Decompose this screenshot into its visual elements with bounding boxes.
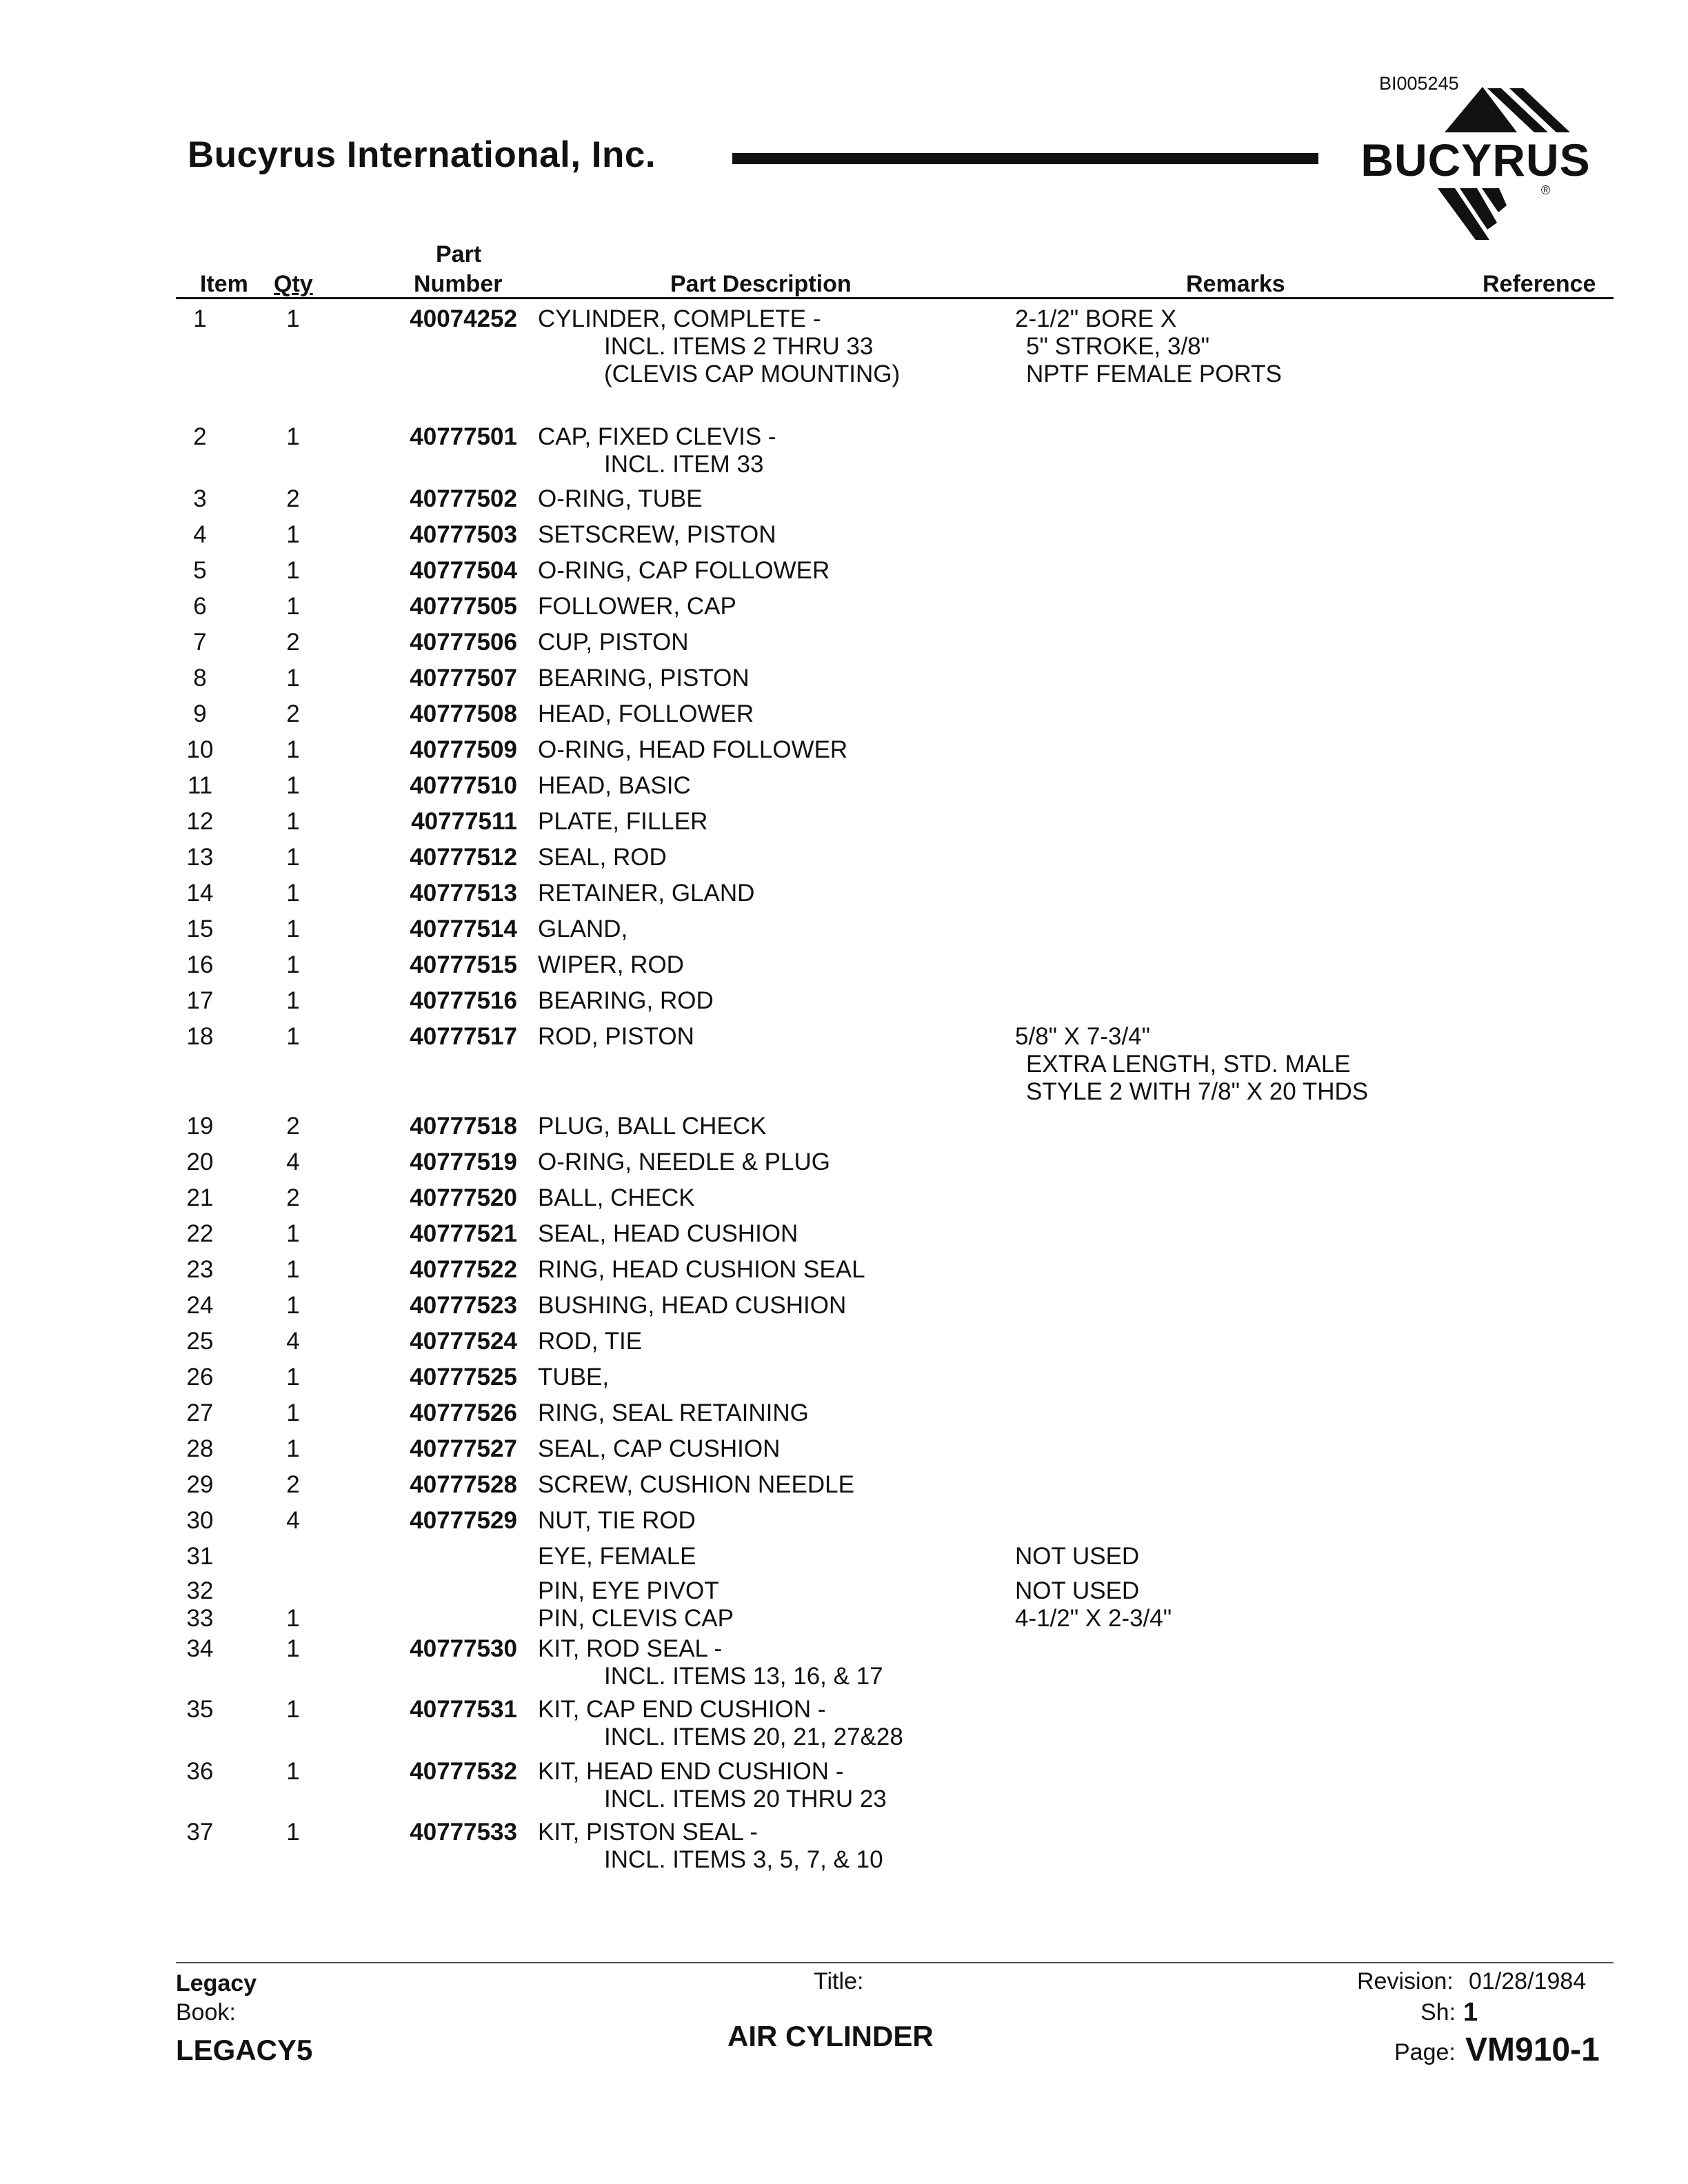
qty-cell: 1 [286,593,300,620]
description-cell: RETAINER, GLAND [538,880,755,907]
item-cell: 36 [186,1758,214,1785]
item-cell: 30 [186,1507,214,1534]
item-cell: 5 [193,557,207,584]
part-number-cell: 40777532 [410,1758,517,1785]
item-cell: 10 [186,736,214,763]
qty-cell: 1 [286,1256,300,1283]
qty-cell: 1 [286,987,300,1014]
part-number-cell: 40777509 [410,736,517,763]
item-cell: 9 [193,700,207,727]
description-cell: SEAL, HEAD CUSHION [538,1220,798,1247]
item-cell: 25 [186,1328,214,1355]
description-cell: SEAL, ROD [538,844,667,871]
qty-cell: 2 [286,700,300,727]
item-cell: 8 [193,665,207,691]
part-number-cell: 40777527 [410,1435,517,1462]
qty-cell: 1 [286,736,300,763]
description-cell: WIPER, ROD [538,951,684,978]
item-cell: 21 [186,1184,214,1211]
item-cell: 27 [186,1399,214,1426]
description-cell: INCL. ITEMS 20, 21, 27&28 [604,1723,903,1750]
footer-rule [176,1962,1614,1963]
description-cell: PLUG, BALL CHECK [538,1113,767,1140]
description-cell: BEARING, ROD [538,987,714,1014]
column-item: Item [200,271,248,297]
document-id: BI005245 [1379,73,1459,94]
part-number-cell: 40777505 [410,593,517,620]
description-cell: TUBE, [538,1364,610,1391]
part-number-cell: 40777512 [410,844,517,871]
part-number-cell: 40777526 [410,1399,517,1426]
qty-cell: 1 [286,772,300,799]
item-cell: 13 [186,844,214,871]
item-cell: 32 [186,1577,214,1604]
column-part-top: Part [436,241,482,267]
description-cell: SETSCREW, PISTON [538,521,776,548]
part-number-cell: 40777521 [410,1220,517,1247]
qty-cell: 1 [286,521,300,548]
part-number-cell: 40777511 [411,808,517,835]
qty-cell: 1 [286,951,300,978]
description-cell: CYLINDER, COMPLETE - [538,305,821,332]
description-cell: CUP, PISTON [538,629,689,656]
description-cell: PLATE, FILLER [538,808,708,835]
part-number-cell: 40777530 [410,1635,517,1662]
qty-cell: 1 [286,305,300,332]
item-cell: 3 [193,485,207,512]
description-cell: KIT, HEAD END CUSHION - [538,1758,844,1785]
qty-cell: 1 [286,1435,300,1462]
footer-book-value: LEGACY5 [176,2034,313,2066]
column-remarks: Remarks [1186,271,1285,297]
part-number-cell: 40777523 [410,1292,517,1319]
qty-cell: 1 [286,557,300,584]
column-part-number: Number [414,271,503,297]
qty-cell: 1 [286,880,300,907]
item-cell: 11 [187,772,213,799]
item-cell: 15 [186,916,214,942]
part-number-cell: 40777501 [410,423,517,450]
footer-sheet-label: Sh: [1420,1999,1456,2025]
part-number-cell: 40777531 [410,1696,517,1723]
part-number-cell: 40777514 [410,916,517,942]
qty-cell: 1 [286,1399,300,1426]
footer-page-label: Page: [1394,2039,1456,2065]
item-cell: 37 [186,1819,214,1846]
remarks-cell: 5" STROKE, 3/8" [1026,333,1210,360]
part-number-cell: 40777520 [410,1184,517,1211]
description-cell: O-RING, NEEDLE & PLUG [538,1149,830,1175]
description-cell: O-RING, CAP FOLLOWER [538,557,830,584]
qty-cell: 1 [286,844,300,871]
qty-cell: 1 [286,808,300,835]
part-number-cell: 40777517 [410,1023,517,1050]
description-cell: INCL. ITEM 33 [604,451,764,478]
part-number-cell: 40777529 [410,1507,517,1534]
footer-book-label: Book: [176,1999,236,2025]
description-cell: KIT, ROD SEAL - [538,1635,723,1662]
part-number-cell: 40777533 [410,1819,517,1846]
qty-cell: 1 [286,1364,300,1391]
part-number-cell: 40777515 [410,951,517,978]
description-cell: FOLLOWER, CAP [538,593,736,620]
description-cell: INCL. ITEMS 2 THRU 33 [604,333,874,360]
header-rule [732,153,1318,164]
part-number-cell: 40777513 [410,880,517,907]
qty-cell: 4 [286,1507,300,1534]
item-cell: 24 [186,1292,214,1319]
item-cell: 1 [193,305,207,332]
qty-cell: 2 [286,485,300,512]
item-cell: 31 [186,1543,214,1570]
item-cell: 17 [186,987,214,1014]
footer-title-label: Title: [814,1968,864,1994]
part-number-cell: 40777524 [410,1328,517,1355]
description-cell: ROD, PISTON [538,1023,694,1050]
description-cell: CAP, FIXED CLEVIS - [538,423,776,450]
part-number-cell: 40777518 [410,1113,517,1140]
remarks-cell: NPTF FEMALE PORTS [1026,361,1282,387]
description-cell: INCL. ITEMS 3, 5, 7, & 10 [604,1846,883,1873]
qty-cell: 1 [286,1696,300,1723]
description-cell: GLAND, [538,916,628,942]
item-cell: 26 [186,1364,214,1391]
qty-cell: 1 [286,1635,300,1662]
description-cell: ROD, TIE [538,1328,643,1355]
qty-cell: 2 [286,1471,300,1498]
description-cell: KIT, PISTON SEAL - [538,1819,758,1846]
item-cell: 18 [186,1023,214,1050]
description-cell: SEAL, CAP CUSHION [538,1435,781,1462]
description-cell: O-RING, TUBE [538,485,703,512]
part-number-cell: 40777503 [410,521,517,548]
item-cell: 6 [193,593,207,620]
footer-page-value: VM910-1 [1465,2032,1600,2068]
description-cell: O-RING, HEAD FOLLOWER [538,736,848,763]
column-description: Part Description [670,271,852,297]
part-number-cell: 40777522 [410,1256,517,1283]
description-cell: INCL. ITEMS 13, 16, & 17 [604,1663,883,1690]
description-cell: PIN, CLEVIS CAP [538,1605,734,1632]
logo-wordmark: BUCYRUS [1360,134,1591,185]
description-cell: SCREW, CUSHION NEEDLE [538,1471,854,1498]
description-cell: NUT, TIE ROD [538,1507,696,1534]
description-cell: (CLEVIS CAP MOUNTING) [604,361,901,387]
description-cell: INCL. ITEMS 20 THRU 23 [604,1786,887,1812]
description-cell: BEARING, PISTON [538,665,750,691]
item-cell: 29 [186,1471,214,1498]
part-number-cell: 40777519 [410,1149,517,1175]
qty-cell: 2 [286,629,300,656]
footer-sheet-value: 1 [1463,1998,1478,2027]
qty-cell: 1 [286,1605,300,1632]
item-cell: 19 [186,1113,214,1140]
part-number-cell: 40074252 [410,305,517,332]
item-cell: 14 [186,880,214,907]
footer-revision-value: 01/28/1984 [1469,1968,1587,1994]
item-cell: 28 [186,1435,214,1462]
description-cell: PIN, EYE PIVOT [538,1577,719,1604]
remarks-cell: NOT USED [1015,1577,1140,1604]
qty-cell: 1 [286,1819,300,1846]
qty-cell: 1 [286,1220,300,1247]
qty-cell: 2 [286,1184,300,1211]
part-number-cell: 40777502 [410,485,517,512]
item-cell: 4 [193,521,207,548]
part-number-cell: 40777506 [410,629,517,656]
footer-title-value: AIR CYLINDER [727,2020,934,2052]
qty-cell: 2 [286,1113,300,1140]
description-cell: HEAD, FOLLOWER [538,700,754,727]
qty-cell: 1 [286,423,300,450]
footer-revision-label: Revision: [1357,1968,1454,1994]
part-number-cell: 40777508 [410,700,517,727]
registered-mark: ® [1541,183,1551,197]
bucyrus-logo [1341,81,1610,247]
part-number-cell: 40777528 [410,1471,517,1498]
description-cell: BALL, CHECK [538,1184,695,1211]
item-cell: 35 [186,1696,214,1723]
description-cell: EYE, FEMALE [538,1543,696,1570]
footer-legacy-label: Legacy [176,1970,257,1996]
qty-cell: 1 [286,1023,300,1050]
item-cell: 23 [186,1256,214,1283]
item-cell: 16 [186,951,214,978]
company-name: Bucyrus International, Inc. [188,134,656,175]
item-cell: 12 [186,808,214,835]
table-header-rule [176,297,1614,299]
description-cell: RING, HEAD CUSHION SEAL [538,1256,865,1283]
column-reference: Reference [1483,271,1596,297]
qty-cell: 1 [286,1292,300,1319]
part-number-cell: 40777507 [410,665,517,691]
qty-cell: 1 [286,665,300,691]
remarks-cell: EXTRA LENGTH, STD. MALE [1026,1051,1351,1078]
description-cell: RING, SEAL RETAINING [538,1399,809,1426]
column-qty: Qty [274,271,313,297]
item-cell: 20 [186,1149,214,1175]
part-number-cell: 40777510 [410,772,517,799]
remarks-cell: STYLE 2 WITH 7/8" X 20 THDS [1026,1078,1369,1105]
remarks-cell: 2-1/2" BORE X [1015,305,1177,332]
item-cell: 2 [193,423,207,450]
description-cell: HEAD, BASIC [538,772,691,799]
remarks-cell: 4-1/2" X 2-3/4" [1015,1605,1172,1632]
qty-cell: 1 [286,1758,300,1785]
description-cell: KIT, CAP END CUSHION - [538,1696,826,1723]
qty-cell: 1 [286,916,300,942]
remarks-cell: NOT USED [1015,1543,1140,1570]
item-cell: 7 [193,629,207,656]
part-number-cell: 40777516 [410,987,517,1014]
part-number-cell: 40777525 [410,1364,517,1391]
description-cell: BUSHING, HEAD CUSHION [538,1292,847,1319]
remarks-cell: 5/8" X 7-3/4" [1015,1023,1151,1050]
item-cell: 22 [186,1220,214,1247]
item-cell: 34 [186,1635,214,1662]
item-cell: 33 [186,1605,214,1632]
part-number-cell: 40777504 [410,557,517,584]
qty-cell: 4 [286,1328,300,1355]
qty-cell: 4 [286,1149,300,1175]
